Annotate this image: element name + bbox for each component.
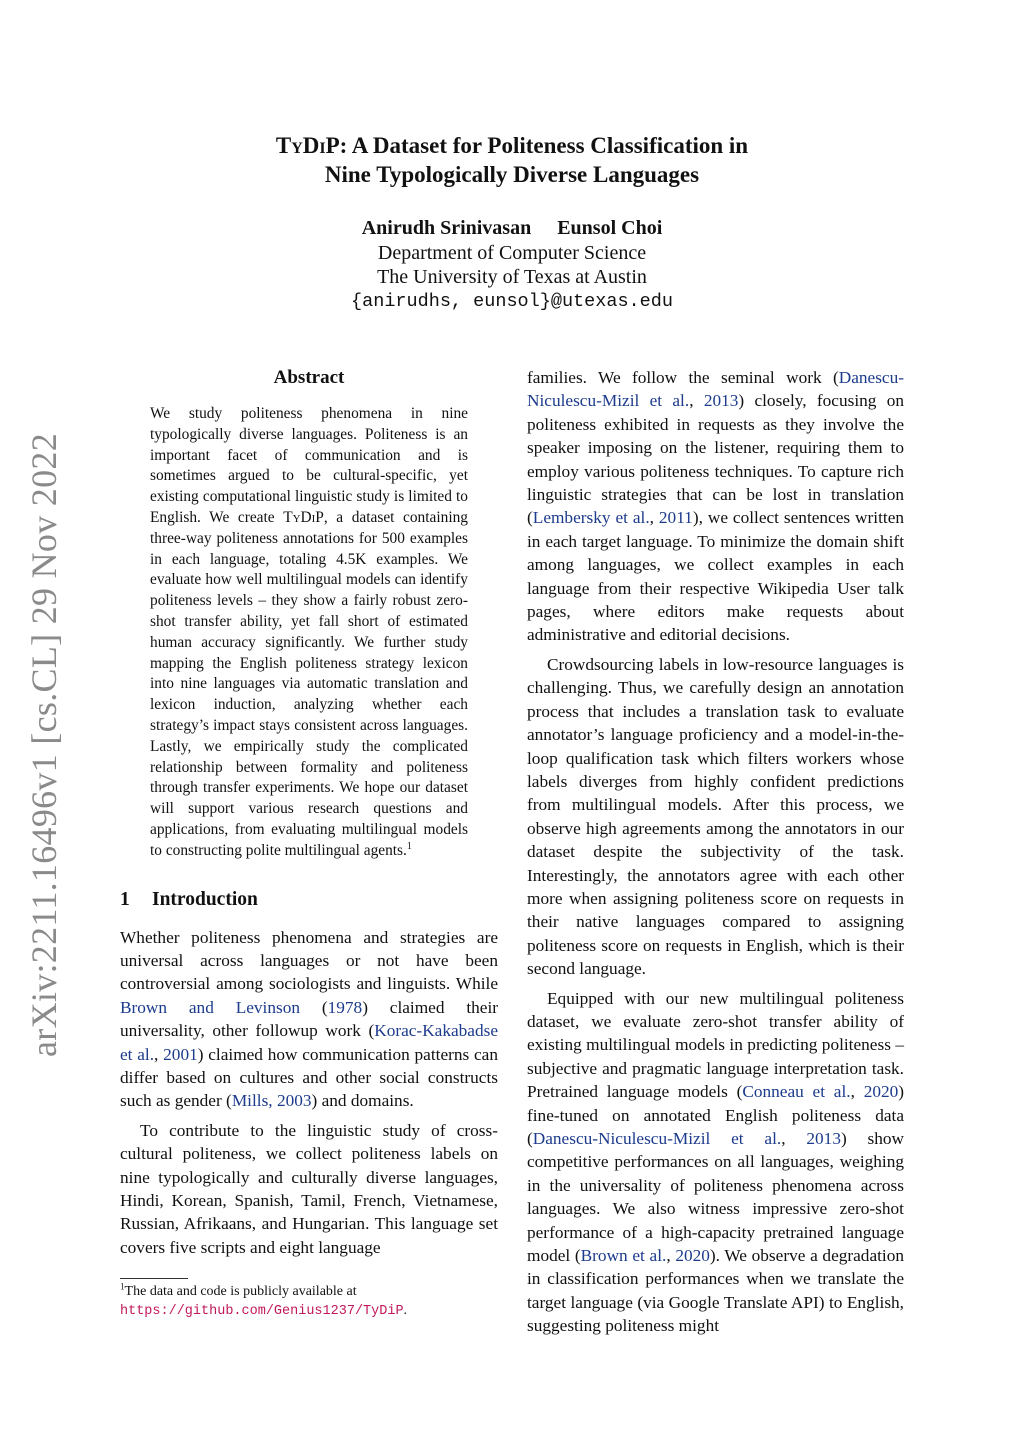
citation-link[interactable]: Korac-Kakabadse et al.: [120, 1021, 498, 1064]
text-run: ) fine-tuned on annotated English politeness data (: [527, 1082, 905, 1148]
title-line-2: Nine Typologically Diverse Languages: [324, 162, 700, 187]
author-department: Department of Computer Science: [377, 241, 647, 264]
section-title: Introduction: [152, 888, 258, 910]
citation-link[interactable]: 2020: [863, 1082, 899, 1102]
text-run: Equipped with our new multilingual politeness dataset, we evaluate zero-shot transfer ability of existing multilingual models in predicting politeness – subjective and pragmatic language interpretation task. Pretrained language models (: [527, 988, 904, 1102]
text-run: ), we collect sentences written in each target language. To minimize the domain shift among languages, we collect examples in each language from their respective Wikipedia User talk pages, where editors make requests about administrative and editorial decisions.: [527, 508, 904, 645]
citation-link[interactable]: 2013: [703, 391, 739, 411]
section-number: 1: [120, 888, 130, 910]
footnote-text: The data and code is publicly available at: [124, 1284, 357, 1300]
text-run: ,: [689, 391, 704, 411]
citation-link[interactable]: Danescu-Niculescu-Mizil et al.: [527, 368, 904, 411]
footnote-number: 1: [120, 1281, 125, 1292]
text-run: ). We observe a degradation in classification performances when we translate the target language (via Google Translate API) to English, suggesting politeness might: [527, 1246, 904, 1336]
paragraph: [527, 987, 904, 1338]
paper-title: [120, 131, 904, 189]
abstract-text-part: We study politeness phenomena in nine typologically diverse languages. Politeness is an important facet of communication and is sometimes argued to be cultural-specific, yet existing computational linguistic study is limited to English. We create: [150, 405, 468, 526]
text-run: ) claimed how communication patterns can differ based on cultures and other social constructs such as gender (: [120, 1044, 498, 1111]
footnote-marker[interactable]: 1: [406, 840, 412, 852]
text-run: families. We follow the seminal work (: [527, 368, 839, 387]
citation-link[interactable]: 2011: [658, 508, 693, 528]
text-run: (: [300, 997, 328, 1017]
paragraph: Crowdsourcing labels in low-resource languages is challenging. Thus, we carefully design an annotation process that includes a translation task to evaluate annotator’s language proficiency and a model-in-the-loop qualification task which filters workers whose labels diverges from highly confident predictions from multilingual models. After this process, we observe high agreements among the annotators in our dataset despite the subjectivity of the task. Interestingly, the annotators agree with each other more when assigning politeness score on requests in their native languages compared to assigning politeness score on requests in English, which is their second language.: [527, 654, 904, 979]
citation-link[interactable]: 2020: [675, 1246, 710, 1266]
text-run: ) closely, focusing on politeness exhibited in requests as they involve the speaker imposing on the listener, requiring them to employ various politeness techniques. To capture rich linguistic strategies that can be lost in translation (: [527, 391, 905, 528]
author-university: The University of Texas at Austin: [377, 266, 647, 288]
citation-link[interactable]: 2001: [163, 1044, 198, 1064]
title-line-1: [120, 131, 904, 160]
abstract-text-part: , a dataset containing three-way politeness annotations for 500 examples in each language, totaling 4.5K examples. We evaluate how well multilingual models can identify politeness levels – they show a fairly robust zero-shot transfer ability, yet fall short of estimated human accuracy significantly. We further study mapping the English politeness strategy lexicon into nine languages via automatic translation and lexicon induction, analyzing whether each strategy’s impact stays consistent across languages. Lastly, we empirically study the complicated relationship between formality and politeness through transfer experiments. We hope our dataset will support various research questions and applications, from evaluating multilingual models to constructing polite multilingual agents.: [150, 508, 468, 859]
left-column: [120, 366, 498, 1321]
abstract-text: [150, 404, 468, 862]
footnote-divider: [120, 1278, 188, 1279]
footnote-end: .: [403, 1302, 408, 1318]
citation-link[interactable]: Lembersky et al.: [532, 508, 650, 528]
text-run: ) show competitive performances on all languages, weighing in the universality of politeness phenomena across languages. We also witness impressive zero-shot performance of a high-capacity pretrained language model (: [527, 1129, 905, 1266]
citation-link[interactable]: Danescu-Niculescu-Mizil et al.: [532, 1129, 782, 1148]
text-run: ,: [781, 1129, 807, 1148]
text-run: ) claimed their universality, other followup work (: [120, 997, 499, 1041]
text-run: ,: [154, 1044, 164, 1064]
text-run: ,: [666, 1246, 676, 1266]
abstract-heading: Abstract: [273, 367, 345, 388]
author-name: Eunsol Choi: [557, 217, 663, 239]
citation-link[interactable]: Brown et al.: [580, 1246, 667, 1266]
author-email: {anirudhs, eunsol}@utexas.edu: [351, 290, 673, 312]
abstract-dataset-name: TyDiP: [283, 508, 324, 526]
citation-link[interactable]: Conneau et al.: [742, 1082, 851, 1102]
text-run: ) and domains.: [311, 1091, 414, 1111]
arxiv-stamp: arXiv:2211.16496v1 [cs.CL] 29 Nov 2022: [24, 433, 64, 1057]
author-block: [120, 216, 904, 314]
paragraph: [527, 366, 904, 647]
author-name: Anirudh Srinivasan: [361, 217, 532, 239]
footnote-url-link[interactable]: https://github.com/Genius1237/TyDiP: [120, 1303, 404, 1319]
title-line-1-rest: : A Dataset for Politeness Classification in: [339, 133, 749, 158]
section-heading-introduction: [120, 888, 498, 912]
footnote: [120, 1283, 498, 1321]
paragraph: To contribute to the linguistic study of cross-cultural politeness, we collect politeness labels on nine typologically and culturally diverse languages, Hindi, Korean, Spanish, Tamil, French, Vietnamese, Russian, Afrikaans, and Hungarian. This language set covers five scripts and eight language: [120, 1120, 498, 1257]
title-dataset-name: TyDiP: [275, 133, 340, 158]
text-run: ,: [649, 508, 659, 528]
citation-link[interactable]: Brown and Levinson: [120, 997, 301, 1017]
paragraph: [120, 926, 498, 1113]
text-run: ,: [850, 1082, 864, 1102]
citation-link[interactable]: Mills, 2003: [231, 1091, 312, 1111]
citation-link[interactable]: 2013: [806, 1129, 841, 1148]
right-column: [527, 366, 904, 1338]
author-names: [120, 216, 904, 241]
text-run: Whether politeness phenomena and strategies are universal across languages or not have been controversial among sociologists and linguists. While: [120, 927, 498, 994]
citation-link[interactable]: 1978: [327, 997, 363, 1017]
